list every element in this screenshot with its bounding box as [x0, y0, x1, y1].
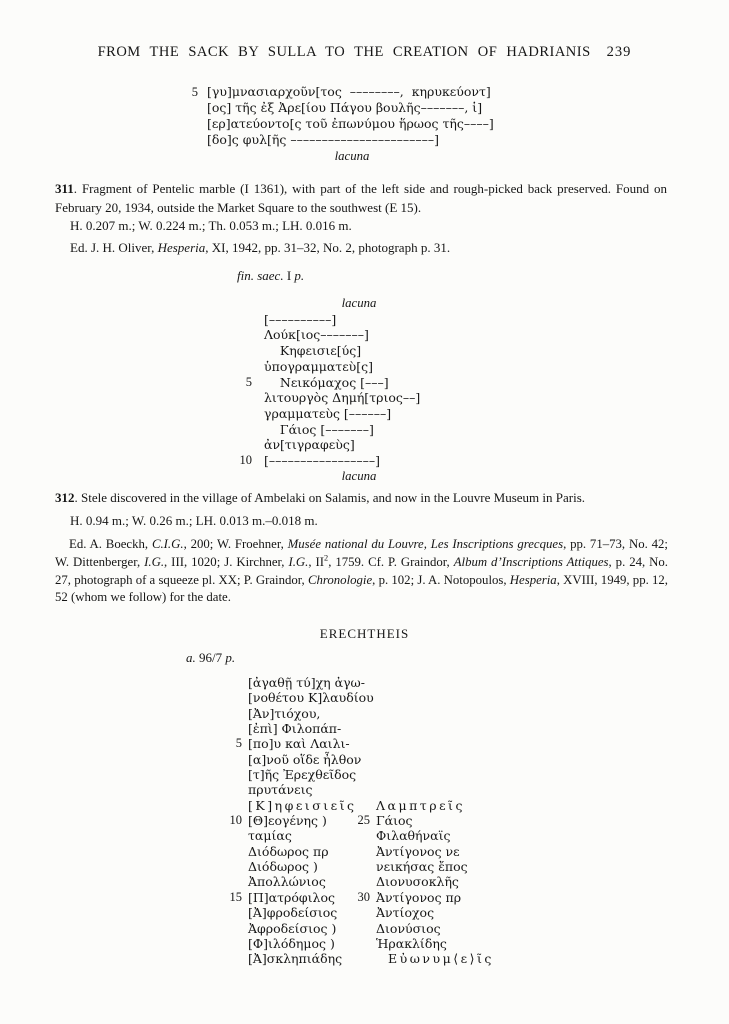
greek-text-left-column: πρυτάνεις	[248, 782, 313, 798]
greek-text-right-column	[376, 767, 536, 782]
greek-text-left-column: [ἀγαθῇ τύ]χη ἀγω-	[248, 675, 365, 690]
entry-312-measurements: H. 0.94 m.; W. 0.26 m.; LH. 0.013 m.–0.018 m.	[70, 513, 318, 528]
line-number-right	[354, 675, 370, 690]
line-number-right	[354, 752, 370, 767]
line-number-right	[354, 921, 370, 936]
entry-311-edition: Ed. J. H. Oliver, Hesperia, XI, 1942, pp. 31–32, No. 2, photograph p. 31.	[70, 240, 451, 255]
line-number-left	[218, 905, 242, 920]
line-number-left: 10	[229, 813, 242, 828]
greek-text: λιτουργὸς Δημή[τριος––]	[264, 390, 421, 406]
line-number-right	[354, 951, 370, 966]
greek-line	[232, 312, 454, 328]
greek-text-left-column: [πο]υ καὶ Λαιλι-	[248, 736, 350, 752]
line-number	[182, 116, 198, 132]
fragment-top-lines	[182, 84, 497, 148]
line-number-right	[354, 936, 370, 951]
greek-text-right-column	[376, 706, 536, 721]
inscription-fragment-top	[182, 84, 497, 164]
greek-line	[232, 327, 454, 343]
erechtheis-date: a. 96/7 p.	[186, 650, 236, 665]
line-number: 10	[239, 453, 252, 468]
page-number: 239	[606, 44, 632, 60]
line-number	[232, 406, 252, 422]
line-number-left	[218, 859, 242, 874]
line-number-right	[354, 905, 370, 920]
line-number-left	[218, 690, 242, 705]
line-number-left	[218, 706, 242, 721]
line-number-right: 25	[357, 813, 370, 828]
line-number-left	[218, 675, 242, 690]
greek-text-left-column: [Κ]ηφεισιεῖς	[248, 797, 357, 813]
greek-text-left-column: ταμίας	[248, 828, 292, 844]
line-number-right	[354, 721, 370, 736]
lacuna-label: lacuna	[341, 468, 377, 483]
greek-text: [–––––––––––––––––]	[264, 453, 381, 469]
greek-text-right-column: Εὐωνυμ⟨ε⟩ῖς	[388, 951, 494, 967]
greek-text-right-column: Φιλαθήναϊς	[376, 828, 451, 844]
greek-line	[232, 437, 454, 453]
greek-text: Νεικόμαχος [–––]	[264, 374, 389, 390]
greek-text-right-column: Λαμπτρεῖς	[376, 797, 465, 813]
greek-line	[232, 375, 454, 391]
greek-text-right-column: νεικήσας ἔπος	[376, 859, 468, 875]
greek-line	[182, 100, 497, 116]
line-number-left	[218, 721, 242, 736]
line-number-right	[354, 782, 370, 797]
line-number-right	[354, 736, 370, 751]
greek-line	[232, 359, 454, 375]
greek-text-right-column: Διονύσιος	[376, 920, 441, 936]
line-number-right	[354, 859, 370, 874]
greek-text-left-column: Ἀπολλώνιος	[248, 874, 326, 890]
line-number-left	[218, 798, 242, 813]
line-number	[182, 132, 198, 148]
greek-text-right-column: Ἀντίοχος	[376, 905, 435, 921]
greek-line	[232, 453, 454, 469]
greek-text: Λούκ[ιος–––––––]	[264, 327, 369, 343]
line-number	[232, 327, 252, 343]
line-number-left	[218, 752, 242, 767]
line-number	[232, 359, 252, 375]
greek-text-left-column: [νοθέτου Κ]λαυδίου	[248, 690, 374, 706]
greek-line	[182, 116, 497, 132]
greek-text-left-column: [Θ]εογένης )	[248, 813, 327, 829]
greek-text: [––––––––––]	[264, 311, 337, 327]
line-number: 5	[191, 85, 198, 99]
running-title: FROM THE SACK BY SULLA TO THE CREATION OF HADRIANIS	[97, 44, 591, 60]
line-number-right	[354, 767, 370, 782]
line-number-left	[218, 951, 242, 966]
line-number-right	[354, 844, 370, 859]
greek-text: [ερ]ατεύοντο[ς τοῦ ἐπωνύμου ἥρωος τῆς––––]	[207, 116, 494, 131]
greek-text-right-column: Ἡρακλίδης	[376, 935, 447, 951]
entry-312-description: 312. Stele discovered in the village of Ambelaki on Salamis, and now in the Louvre Museum in Paris.	[55, 490, 586, 505]
line-number-left	[218, 921, 242, 936]
greek-text-left-column: [Φ]ιλόδημος )	[248, 935, 335, 951]
line-number	[232, 437, 252, 453]
greek-line	[182, 84, 497, 100]
greek-text-left-column: [Ἀν]τιόχου,	[248, 705, 321, 721]
greek-text-left-column: [Ἀ]σκληπιάδης	[248, 951, 343, 967]
greek-text: Κηφεισιε[ύς]	[264, 343, 362, 359]
entry-311-text-block	[232, 296, 454, 484]
greek-text-right-column	[376, 752, 536, 767]
greek-text-right-column: Ἀντίγονος πρ	[376, 889, 462, 905]
line-number-right	[354, 798, 370, 813]
greek-text: ὑπογραμματεὺ[ς]	[264, 358, 374, 374]
greek-text-right-column	[376, 675, 536, 690]
lacuna-label: lacuna	[341, 296, 377, 310]
line-number-right	[354, 690, 370, 705]
greek-text-left-column: Διόδωρος )	[248, 859, 318, 875]
entry-311-lines	[232, 312, 454, 469]
greek-text-right-column	[376, 736, 536, 751]
greek-line	[182, 132, 497, 148]
greek-text-left-column: Ἀφροδείσιος )	[248, 920, 337, 936]
line-number-left	[218, 936, 242, 951]
greek-text-left-column: [Ἀ]φροδείσιος	[248, 905, 338, 921]
greek-text-right-column: Διονυσοκλῆς	[376, 874, 459, 890]
lacuna-label: lacuna	[334, 149, 370, 163]
greek-text: γραμματεὺς [––––––]	[264, 405, 392, 421]
tribe-heading-erechtheis: ERECHTHEIS	[319, 626, 410, 641]
line-number-right	[354, 874, 370, 889]
entry-312-edition: Ed. A. Boeckh, C.I.G., 200; W. Froehner, Musée national du Louvre, Les Inscriptions grecques, pp. 71–73, No. 42; W. Dittenberger, I.G., III, 1020; J. Kirchner, I.G., $II^2$, 1759. Cf. P. Graindor, Album d’Inscriptions Attiques, p. 24, No. 27, photograph of a squeeze pl. XX; P. Graindor, Chronologie, p. 102; J. A. Notopoulos, Hesperia, XVIII, 1949, pp. 12, 52 (whom we follow) for the date.	[55, 537, 669, 605]
line-number-left	[218, 844, 242, 859]
entry-311-date: fin. saec. I p.	[237, 268, 305, 283]
line-number-left	[218, 874, 242, 889]
greek-text: Γάιος [–––––––]	[264, 421, 374, 437]
greek-text-right-column	[376, 690, 536, 705]
line-number	[182, 100, 198, 116]
greek-text-left-column: [Π]ατρόφιλος	[248, 889, 335, 905]
line-number-right	[354, 828, 370, 843]
erechtheis-columns	[218, 675, 536, 967]
line-number	[232, 312, 252, 328]
line-number-right	[354, 706, 370, 721]
greek-line	[232, 422, 454, 438]
greek-text-left-column: [ἐπὶ] Φιλοπάπ-	[248, 721, 342, 737]
greek-line	[232, 343, 454, 359]
greek-text-left-column: [α]νοῦ οἵδε ἦλθον	[248, 751, 362, 767]
line-number-left	[218, 767, 242, 782]
line-number	[232, 390, 252, 406]
line-number: 5	[245, 374, 252, 389]
greek-text-left-column: Διόδωρος πρ	[248, 843, 329, 859]
greek-line	[232, 406, 454, 422]
line-number-left: 15	[229, 889, 242, 904]
greek-text-left-column: [τ]ῆς Ἐρεχθεῖδος	[248, 767, 357, 783]
greek-text-right-column	[376, 782, 536, 797]
line-number-left: 5	[235, 736, 242, 751]
entry-311-description: 311. Fragment of Pentelic marble (I 1361), with part of the left side and rough-picked back preserved. Found on February 20, 1934, outside the Market Square to the southwest (E 15).	[55, 181, 667, 215]
running-head	[0, 44, 729, 61]
greek-text-right-column: Γάιος	[376, 813, 413, 829]
line-number-left	[218, 782, 242, 797]
greek-text-right-column	[376, 721, 536, 736]
line-number	[232, 422, 252, 438]
greek-text-right-column: Ἀντίγονος νε	[376, 843, 460, 859]
entry-311-measurements: H. 0.207 m.; W. 0.224 m.; Th. 0.053 m.; LH. 0.016 m.	[70, 218, 352, 233]
line-number-right: 30	[357, 889, 370, 904]
greek-line	[232, 390, 454, 406]
greek-text: [δο]ς φυλ[ῆς –––––––––––––––––––––––]	[207, 132, 440, 147]
line-number	[232, 343, 252, 359]
greek-text: [γυ]μνασιαρχοῦν[τος ––––––––, κηρυκεύοντ]	[207, 84, 491, 99]
greek-text: [ος] τῆς ἐξ Ἀρε[ίου Πάγου βουλῆς–––––––, ἱ]	[207, 100, 483, 115]
line-number-left	[218, 828, 242, 843]
greek-text: ἀν[τιγραφεὺς]	[264, 437, 355, 453]
